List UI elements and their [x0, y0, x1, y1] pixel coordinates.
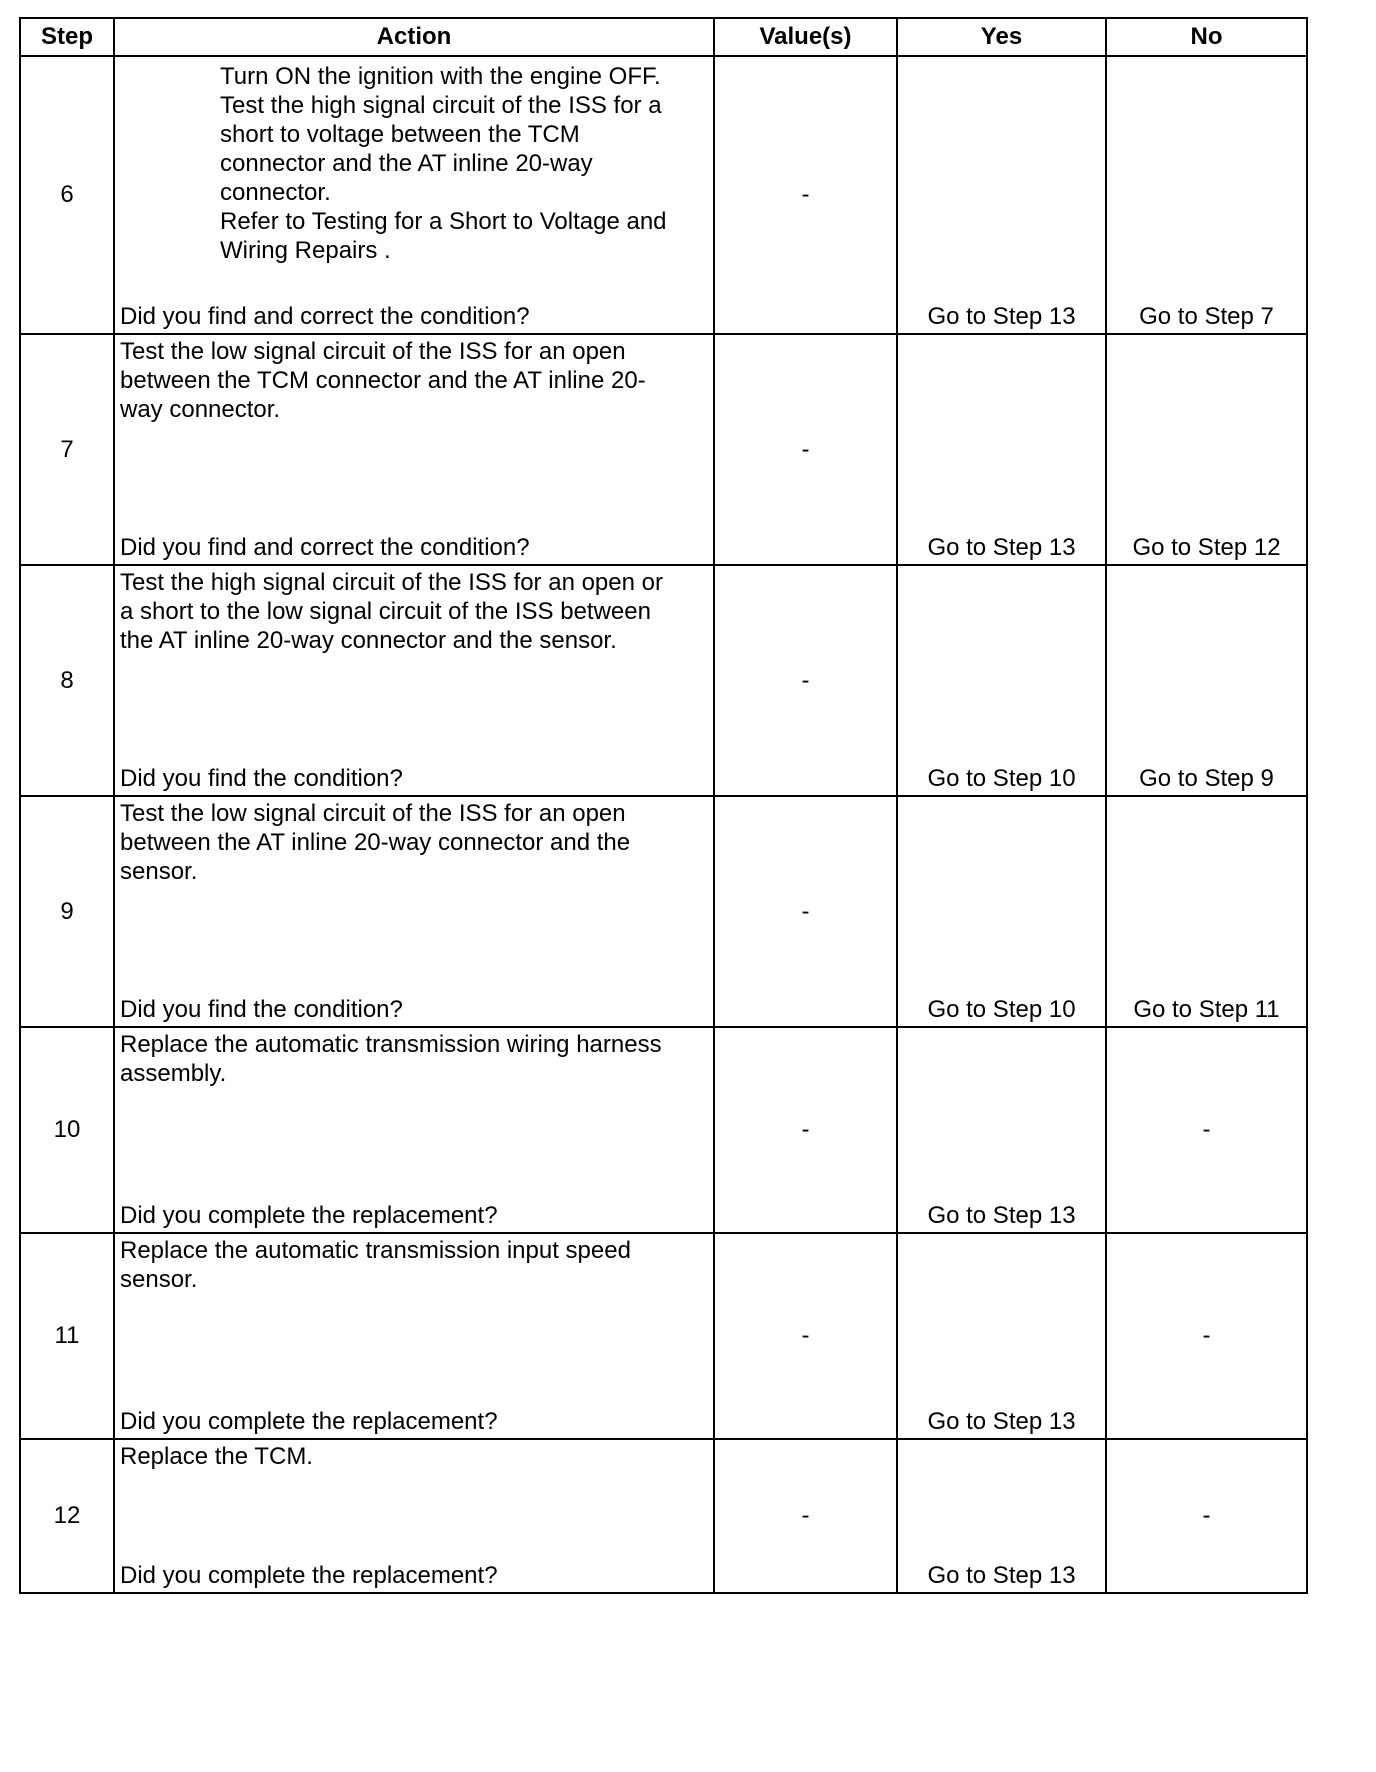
action-line: Replace the automatic transmission wiring harness	[120, 1031, 662, 1058]
action-line: Replace the TCM.	[120, 1443, 313, 1470]
action-question: Did you find the condition?	[120, 996, 403, 1023]
yes-link[interactable]: Go to Step 13	[927, 303, 1076, 330]
table-row	[20, 1027, 1307, 1233]
action-cell	[114, 334, 714, 565]
action-question: Did you complete the replacement?	[120, 1408, 498, 1435]
step-number: 8	[20, 565, 114, 796]
action-line: the AT inline 20-way connector and the sensor.	[120, 627, 617, 654]
value-cell: -	[714, 334, 897, 565]
yes-link[interactable]: Go to Step 13	[927, 1202, 1076, 1229]
action-line: Turn ON the ignition with the engine OFF.	[220, 63, 661, 90]
action-text	[120, 1442, 705, 1471]
yes-cell	[897, 334, 1106, 565]
no-cell: -	[1106, 1233, 1307, 1439]
action-cell	[114, 1439, 714, 1593]
yes-link[interactable]: Go to Step 13	[927, 1562, 1076, 1589]
action-line: Test the high signal circuit of the ISS for a	[220, 92, 662, 119]
no-cell	[1106, 796, 1307, 1027]
header-step: Step	[20, 18, 114, 56]
action-question: Did you complete the replacement?	[120, 1562, 498, 1589]
action-cell	[114, 796, 714, 1027]
yes-cell	[897, 1027, 1106, 1233]
no-link[interactable]: Go to Step 12	[1132, 534, 1281, 561]
table-row	[20, 334, 1307, 565]
diagnostic-table	[19, 17, 1308, 1594]
yes-cell	[897, 1233, 1106, 1439]
yes-cell	[897, 1439, 1106, 1593]
action-text	[120, 1236, 705, 1294]
table-row	[20, 565, 1307, 796]
action-line: connector and the AT inline 20-way	[220, 150, 593, 177]
action-line: assembly.	[120, 1060, 227, 1087]
action-line: Wiring Repairs .	[220, 237, 391, 264]
action-question: Did you complete the replacement?	[120, 1202, 498, 1229]
yes-cell	[897, 796, 1106, 1027]
yes-link[interactable]: Go to Step 10	[927, 765, 1076, 792]
action-line: Replace the automatic transmission input speed	[120, 1237, 631, 1264]
action-text	[120, 337, 705, 424]
yes-link[interactable]: Go to Step 10	[927, 996, 1076, 1023]
action-line: Test the high signal circuit of the ISS for an open or	[120, 569, 663, 596]
no-link[interactable]: Go to Step 7	[1139, 303, 1274, 330]
no-cell: -	[1106, 1439, 1307, 1593]
step-number: 7	[20, 334, 114, 565]
value-cell: -	[714, 1439, 897, 1593]
no-cell	[1106, 334, 1307, 565]
action-line: short to voltage between the TCM	[220, 121, 580, 148]
no-link[interactable]: Go to Step 9	[1139, 765, 1274, 792]
table-row	[20, 1439, 1307, 1593]
value-cell: -	[714, 56, 897, 334]
no-cell	[1106, 565, 1307, 796]
yes-cell	[897, 56, 1106, 334]
action-text	[120, 1030, 705, 1088]
action-cell	[114, 565, 714, 796]
action-line: a short to the low signal circuit of the ISS between	[120, 598, 651, 625]
no-cell	[1106, 56, 1307, 334]
header-no: No	[1106, 18, 1307, 56]
action-line: Test the low signal circuit of the ISS for an open	[120, 338, 626, 365]
action-line: sensor.	[120, 1266, 198, 1293]
action-cell	[114, 1233, 714, 1439]
value-cell: -	[714, 796, 897, 1027]
step-number: 6	[20, 56, 114, 334]
header-row	[20, 18, 1307, 56]
action-question: Did you find the condition?	[120, 765, 403, 792]
action-text	[120, 568, 705, 655]
header-values: Value(s)	[714, 18, 897, 56]
table-row	[20, 56, 1307, 334]
table-row	[20, 1233, 1307, 1439]
value-cell: -	[714, 1233, 897, 1439]
action-line: connector.	[220, 179, 331, 206]
action-cell	[114, 1027, 714, 1233]
step-number: 9	[20, 796, 114, 1027]
table-row	[20, 796, 1307, 1027]
header-yes: Yes	[897, 18, 1106, 56]
action-line: between the AT inline 20-way connector and the	[120, 829, 631, 856]
action-question: Did you find and correct the condition?	[120, 303, 530, 330]
no-cell: -	[1106, 1027, 1307, 1233]
header-action: Action	[114, 18, 714, 56]
action-text	[120, 799, 705, 886]
step-number: 11	[20, 1233, 114, 1439]
action-line: between the TCM connector and the AT inline 20-	[120, 367, 646, 394]
yes-link[interactable]: Go to Step 13	[927, 1408, 1076, 1435]
step-number: 12	[20, 1439, 114, 1593]
action-line: sensor.	[120, 858, 198, 885]
no-link[interactable]: Go to Step 11	[1133, 996, 1280, 1023]
action-text	[220, 62, 705, 265]
yes-cell	[897, 565, 1106, 796]
value-cell: -	[714, 565, 897, 796]
value-cell: -	[714, 1027, 897, 1233]
action-line: way connector.	[120, 396, 281, 423]
yes-link[interactable]: Go to Step 13	[927, 534, 1076, 561]
step-number: 10	[20, 1027, 114, 1233]
action-question: Did you find and correct the condition?	[120, 534, 530, 561]
action-line: Refer to Testing for a Short to Voltage and	[220, 208, 667, 235]
action-cell	[114, 56, 714, 334]
action-line: Test the low signal circuit of the ISS for an open	[120, 800, 626, 827]
